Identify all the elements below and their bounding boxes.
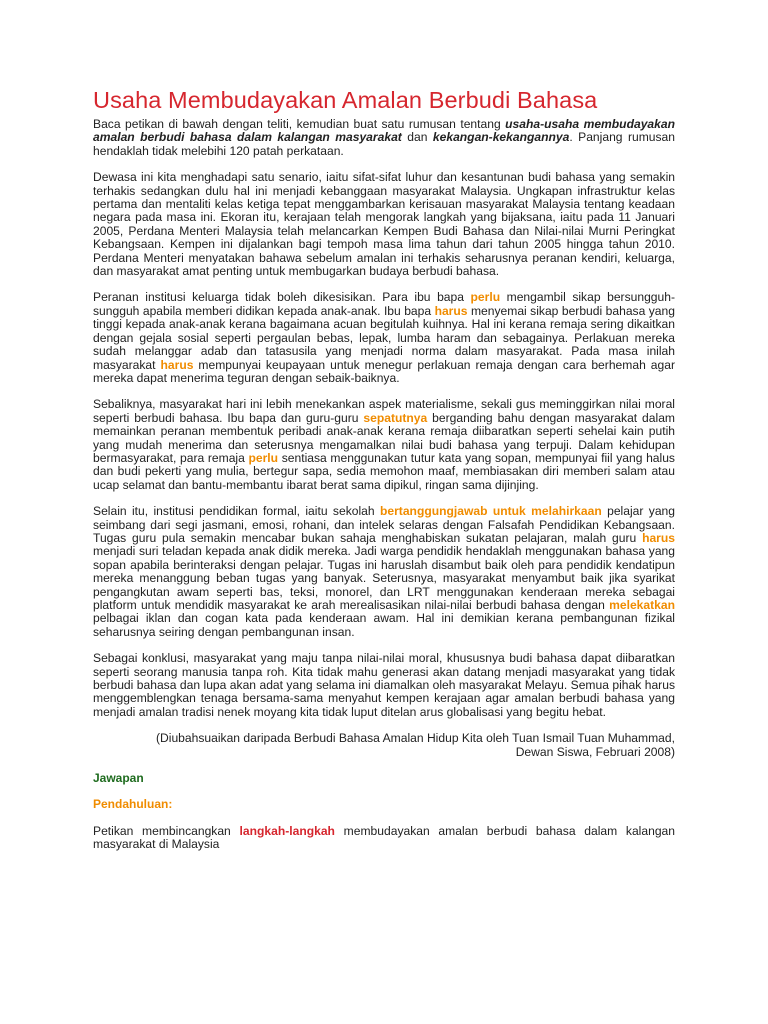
intro-text: dan [401,130,433,145]
source-citation [93,732,675,759]
paragraph-text: mengambil sikap bersungguh-sungguh apabila memberi didikan kepada anak-anak. Ibu bapa [93,290,675,318]
paragraph-text: sentiasa menggunakan tutur kata yang sopan, mempunyai fiil yang halus dan budi pekerti yang mulia, bertegur sapa, sedia memohon maaf, membiasakan diri memberi salam atau ucap selamat dan bantu-membantu ibarat berat sama dipikul, ringan sama dijinjing. [93,450,675,492]
highlight-word: melekatkan [609,598,675,612]
intro-paragraph [93,118,675,158]
highlight-word: perlu [470,290,501,305]
paragraph-5: Sebagai konklusi, masyarakat yang maju tanpa nilai-nilai moral, khususnya budi bahasa dapat diibaratkan seperti seorang manusia tanpa roh. Kita tidak mahu generasi akan datang menjadi masyarakat yang tidak berbudi bahasa dan lupa akan adat yang selama ini diamalkan oleh masyarakat Melayu. Semua pihak harus menggemblengkan tenaga bersama-sama menyahut kempen kerajaan agar amalan berbudi bahasa yang menjadi amalan tradisi nenek moyang kita tidak luput ditelan arus globalisasi yang begitu hebat. [93,651,675,719]
document-page [93,86,675,852]
highlight-word: harus [642,530,675,545]
highlight-word: perlu [248,450,279,465]
answer-heading: Jawapan [93,771,144,786]
intro-text: . Panjang rumusan hendaklah tidak melebihi 120 patah perkataan. [93,130,676,158]
paragraph-text: pelbagai iklan dan cogan kata pada kenderaan awam. Hal ini demikian kerana pembangunan fizikal seharusnya seiring dengan pembangunan insan. [93,611,675,639]
paragraph-text: berganding bahu dengan masyarakat dalam memainkan peranan membentuk peribadi anak-anak kerana remaja diibaratkan seperti sehelai kain putih yang mudah menerima dan seterusnya mengamalkan nilai budi bahasa yang terpuji. Dalam kehidupan bermasyarakat, para remaja [93,410,675,465]
highlight-word: sepatutnya [363,410,428,425]
intro-emphasis-constraints: kekangan-kekangannya [432,130,570,145]
introduction-heading: Pendahuluan: [93,797,173,812]
intro-emphasis-topic: usaha-usaha membudayakan amalan berbudi bahasa dalam kalangan masyarakat [93,117,675,145]
source-line-1: (Diubahsuaikan daripada Berbudi Bahasa Amalan Hidup Kita oleh Tuan Ismail Tuan Muhammad, [156,731,675,746]
highlight-word: harus [434,303,468,318]
highlight-word: bertanggungjawab untuk melahirkaan [379,504,602,519]
paragraph-text: Selain itu, institusi pendidikan formal, iaitu sekolah [93,504,380,519]
answer-paragraph [93,825,675,852]
highlight-word: harus [160,357,194,372]
paragraph-text: Petikan membincangkan [93,823,240,838]
paragraph-text: membudayakan amalan berbudi bahasa dalam kalangan masyarakat di Malaysia [93,823,675,852]
intro-text: Baca petikan di bawah dengan teliti, kemudian buat satu rumusan tentang [93,117,506,131]
paragraph-text: menjadi suri teladan kepada anak didik mereka. Jadi warga pendidik hendaklah menggunakan bahasa yang sopan apabila berinteraksi dengan pelajar. Tugas ini haruslah disambut baik oleh para pendidik kendatipun mereka menanggung beban tugas yang banyak. Seterusnya, masyarakat menyambut baik jika syarikat pengangkutan awam seperti bas, teksi, monorel, dan LRT menggunakan kenderaan mereka sebagai platform untuk mendidik masyarakat ke arah merealisasikan nilai-nilai berbudi bahasa dengan [93,544,675,612]
paragraph-3 [93,398,675,492]
paragraph-text: pelajar yang seimbang dari segi jasmani, emosi, rohani, dan intelek selaras dengan Falsafah Pendidikan Kebangsaan. Tugas guru pula semakin mencabar bukan sahaja menghabiskan sukatan pelajaran, malah guru [93,504,675,545]
page-title: Usaha Membudayakan Amalan Berbudi Bahasa [93,87,598,113]
paragraph-text: Peranan institusi keluarga tidak boleh dikesisikan. Para ibu bapa [93,290,471,305]
source-line-2: Dewan Siswa, Februari 2008) [515,744,675,759]
paragraph-1: Dewasa ini kita menghadapi satu senario, iaitu sifat-sifat luhur dan kesantunan budi bahasa yang semakin terhakis sedangkan dulu hal ini menjadi kebanggaan masyarakat Malaysia. Ungkapan infrastruktur kelas pertama dan mentaliti kelas ketiga tepat menggambarkan kerisauan masyarakat Malaysia tentang keadaan negara pada masa ini. Ekoran itu, kerajaan telah mengorak langkah yang bijaksana, iaitu pada 11 Januari 2005, Perdana Menteri Malaysia telah melancarkan Kempen Budi Bahasa dan Nilai-nilai Murni Peringkat Kebangsaan. Kempen ini dijalankan bagi tempoh masa lima tahun dari tahun 2005 hingga tahun 2010. Perdana Menteri menyatakan bahawa sebelum amalan ini terhakis seharusnya peranan kendiri, keluarga, dan masyarakat amat penting untuk membugarkan budaya berbudi bahasa. [93,170,675,279]
highlight-word: langkah-langkah [239,823,335,838]
paragraph-4 [93,505,675,639]
paragraph-text: menyemai sikap berbudi bahasa yang tinggi kepada anak-anak kerana bagaimana acuan begitulah kuihnya. Hal ini kerana remaja sering dikaitkan dengan gejala sosial seperti pergaulan bebas, lepak, lumba haram dan sebagainya. Perlakuan mereka sudah melanggar adab dan tatasusila yang menjadi norma dalam masyarakat. Pada masa inilah masyarakat [93,303,675,372]
paragraph-2 [93,291,675,385]
paragraph-text: mempunyai keupayaan untuk menegur perlakuan remaja dengan cara berhemah agar mereka dapat menerima teguran dengan sebaik-baiknya. [93,357,675,385]
paragraph-text: Sebaliknya, masyarakat hari ini lebih menekankan aspek materialisme, sekali gus meminggirkan nilai moral seperti berbudi bahasa. Ibu bapa dan guru-guru [93,397,675,425]
